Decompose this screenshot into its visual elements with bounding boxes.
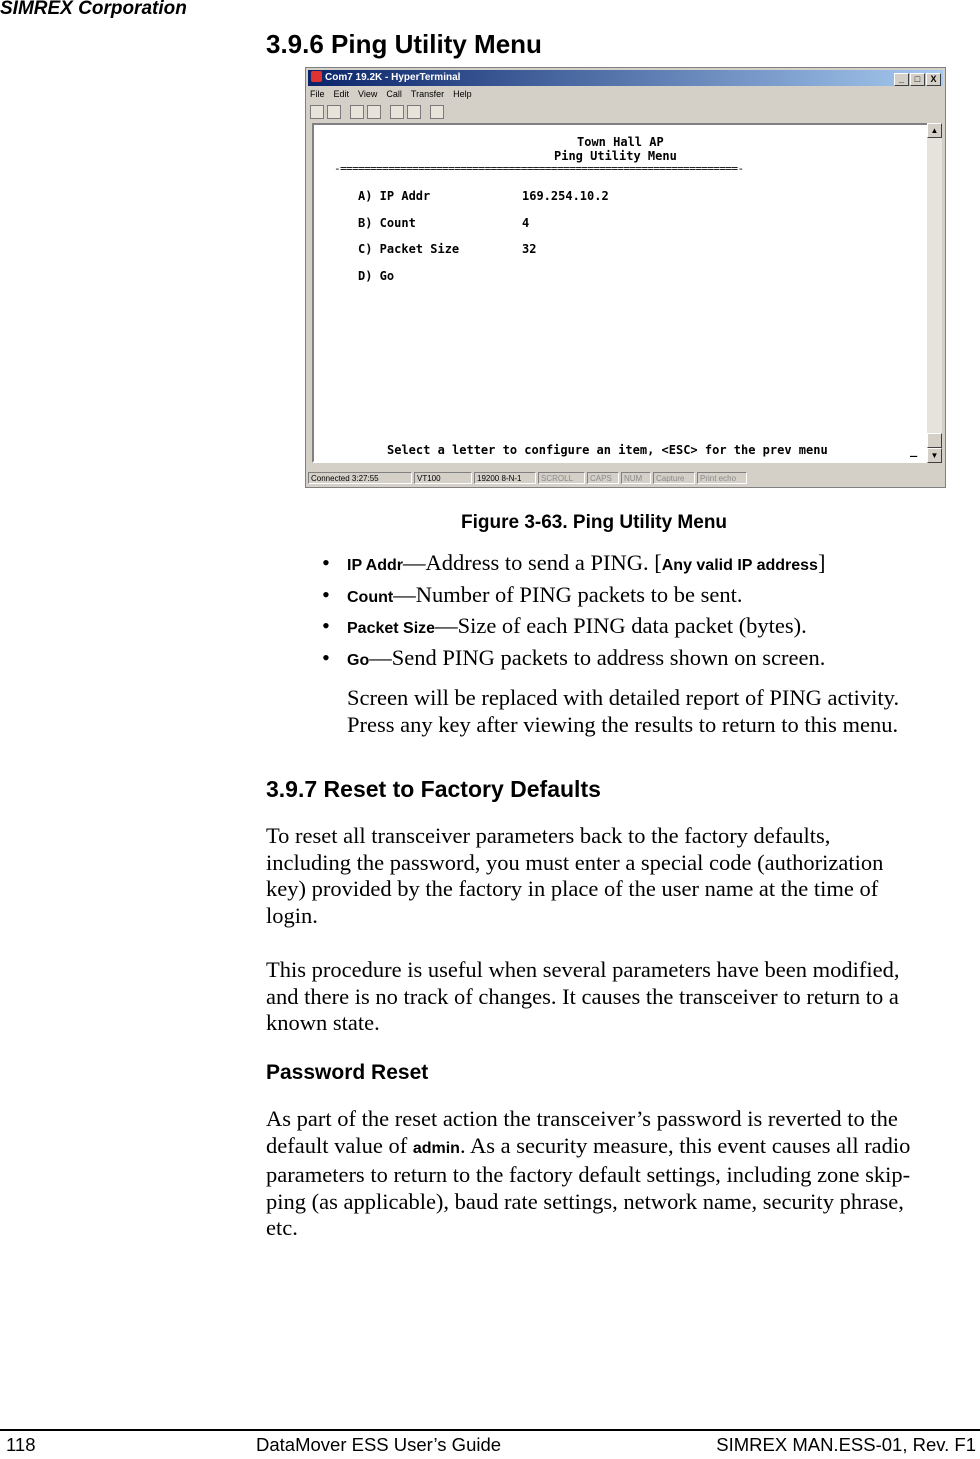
terminal-item-value: 4 (522, 216, 530, 230)
terminal-ap-name: Town Hall AP (577, 135, 664, 149)
menu-edit[interactable]: Edit (333, 89, 350, 99)
minimize-button[interactable]: _ (894, 73, 909, 86)
figure-caption: Figure 3-63. Ping Utility Menu (461, 512, 728, 533)
send-icon[interactable] (390, 105, 404, 119)
default-password-value: admin (412, 1139, 460, 1157)
status-connected: Connected 3:27:55 (308, 472, 412, 484)
terminal-prompt: Select a letter to configure an item, <ESC> for the prev menu (387, 443, 828, 457)
hyperterminal-icon (311, 71, 322, 82)
password-reset-paragraph: As part of the reset action the transceiver’s password is reverted to the default value of admin. As a security measure, this event causes all radio parameters to return to the factory default settings, including zone skip- ping (as applicable), baud rate settings, network name, security phrase, etc. (266, 1106, 911, 1240)
guide-title: DataMover ESS User’s Guide (256, 1434, 502, 1455)
bullet-term: Count (347, 588, 394, 606)
bullet-term: Packet Size (347, 620, 436, 637)
terminal-item-key: B) Count (358, 216, 416, 230)
status-num: NUM (621, 472, 651, 484)
terminal-menu-title: Ping Utility Menu (554, 149, 677, 163)
terminal-item-key: C) Packet Size (358, 242, 460, 256)
reset-paragraph-1: To reset all transceiver parameters back to the factory defaults, including the password, you must enter a special code (authorization key) provided by the factory in place of the user name at the time of login. (266, 823, 884, 928)
reset-paragraph-2: This procedure is useful when several parameters have been modified, and there is no track of changes. It causes the transceiver to return to a known state. (266, 957, 900, 1035)
list-item: • Go—Send PING packets to address shown on screen. (322, 644, 826, 670)
scroll-up-icon[interactable]: ▲ (927, 123, 942, 138)
menu-help[interactable]: Help (453, 89, 472, 99)
window-titlebar (308, 70, 943, 86)
terminal-item-key: D) Go (358, 269, 395, 283)
status-emulation: VT100 (414, 472, 472, 484)
bullet-term: IP Addr (347, 557, 404, 574)
status-scroll: SCROLL (538, 472, 585, 484)
terminal-item-value: 32 (522, 242, 537, 256)
connect-icon[interactable] (350, 105, 364, 119)
scroll-down-icon[interactable]: ▼ (927, 448, 942, 463)
scroll-thumb[interactable] (927, 433, 942, 448)
menu-file[interactable]: File (310, 89, 325, 99)
status-capture: Capture (653, 472, 695, 484)
vertical-scrollbar[interactable] (927, 123, 942, 463)
terminal-item-key: A) IP Addr (358, 189, 431, 203)
bullet-term: Go (347, 651, 370, 669)
footer-divider (0, 1429, 980, 1431)
terminal-screen[interactable] (312, 123, 930, 463)
status-caps: CAPS (587, 472, 619, 484)
company-header: SIMREX Corporation (0, 0, 187, 19)
window-title: Com7 19.2K - HyperTerminal (325, 72, 461, 83)
open-icon[interactable] (327, 105, 341, 119)
password-reset-title: Password Reset (266, 1061, 429, 1084)
close-button[interactable]: X (926, 73, 941, 86)
menu-transfer[interactable]: Transfer (410, 89, 445, 99)
terminal-cursor: _ (910, 443, 918, 457)
maximize-button[interactable]: □ (910, 73, 925, 86)
receive-icon[interactable] (407, 105, 421, 119)
new-icon[interactable] (310, 105, 324, 119)
bullet-option: Any valid IP address (661, 557, 818, 574)
disconnect-icon[interactable] (367, 105, 381, 119)
terminal-item-value: 169.254.10.2 (522, 189, 609, 203)
list-item: • Packet Size—Size of each PING data packet (bytes). (322, 613, 807, 638)
hyperterminal-window (305, 67, 946, 488)
page-number: 118 (6, 1434, 36, 1455)
option-list (322, 547, 825, 673)
status-port-settings: 19200 8-N-1 (474, 472, 536, 484)
section-397-title: 3.9.7 Reset to Factory Defaults (266, 776, 601, 802)
properties-icon[interactable] (430, 105, 444, 119)
status-print-echo: Print echo (697, 472, 747, 484)
menu-call[interactable]: Call (386, 89, 402, 99)
menu-view[interactable]: View (358, 89, 378, 99)
list-item: • Count—Number of PING packets to be sent. (322, 581, 743, 607)
terminal-divider: -==================================================================- (334, 162, 744, 175)
document-number: SIMREX MAN.ESS-01, Rev. F1 (716, 1434, 976, 1455)
list-item: • IP Addr—Address to send a PING. [Any valid IP address] (322, 550, 826, 575)
go-note: Screen will be replaced with detailed report of PING activity. Press any key after viewing the results to return to this menu. (347, 685, 900, 737)
menu-bar (310, 87, 481, 101)
toolbar (310, 103, 447, 123)
section-396-title: 3.9.6 Ping Utility Menu (266, 29, 542, 59)
